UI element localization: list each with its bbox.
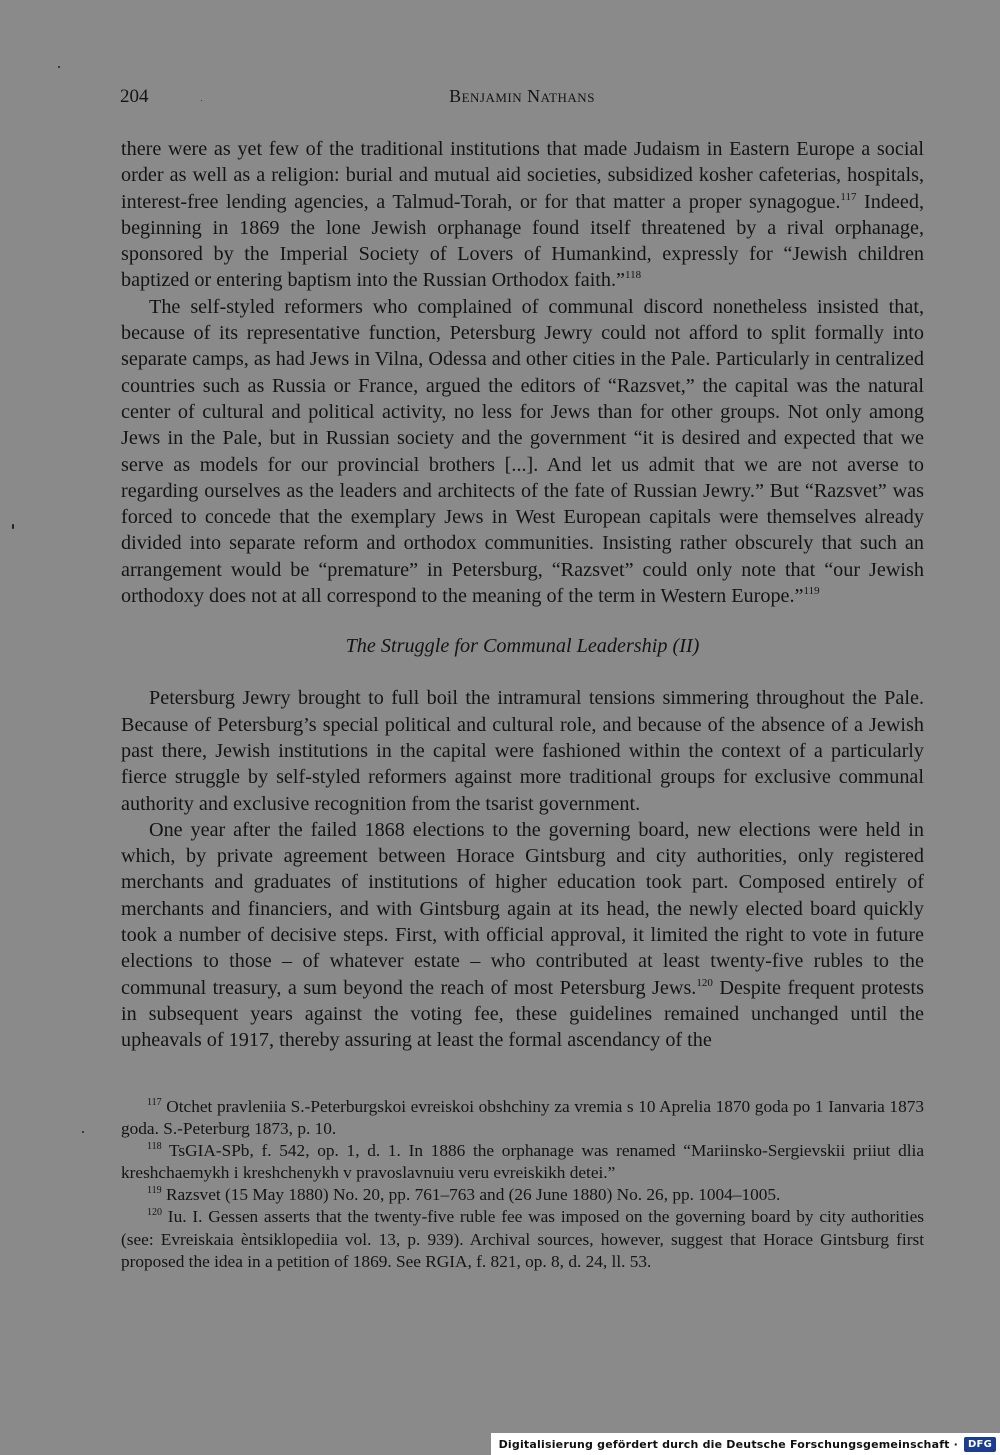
footnote-text: Iu. I. Gessen asserts that the twenty-five ruble fee was imposed on the governing board by city authorities (see: Evreiskaia èntsiklopediia vol. 13, p. 939). Archival sources, however, suggest that Horace Gintsburg first proposed the idea in a petition of 1869. See RGIA, f. 821, op. 8, d. 24, ll. 53. (121, 1207, 924, 1271)
footnote-text: TsGIA-SPb, f. 542, op. 1, d. 1. In 1886 the orphanage was renamed “Mariinsko-Sergievskii priiut dlia kreshchaemykh i kreshchenykh v pravoslavnuiu veru evreiskikh detei.” (121, 1141, 924, 1183)
footnote-reference: 117 (840, 190, 857, 203)
body-paragraph (121, 294, 924, 610)
footnote-number: 119 (147, 1185, 162, 1197)
scan-speck (58, 66, 60, 68)
footnote-number: 120 (147, 1207, 162, 1219)
dfg-logo: DFG (964, 1437, 996, 1452)
running-head: Benjamin Nathans (449, 86, 595, 106)
footnote-reference: 119 (803, 585, 820, 598)
page-header (120, 86, 924, 112)
section-heading (121, 633, 924, 659)
digitization-footer (491, 1433, 1000, 1455)
footnote (121, 1096, 924, 1140)
footnote-text: Otchet pravleniia S.-Peterburgskoi evreiskoi obshchiny za vremia s 10 Aprelia 1870 goda po 1 Ianvaria 1873 goda. S.-Peterburg 1873, p. 10. (121, 1097, 924, 1139)
scan-speck (12, 524, 14, 529)
footnote-reference: 118 (625, 269, 642, 282)
body-paragraph (121, 817, 924, 1054)
footnote (121, 1206, 924, 1272)
scan-speck (82, 1131, 84, 1133)
text-run: Petersburg Jewry brought to full boil the intramural tensions simmering throughout the Pale. Because of Petersburg’s special political and cultural role, and because of the absence of a Jewish past there, Jewish institutions in the capital were fashioned within the context of a particularly fierce struggle by self-styled reformers against more traditional groups for exclusive communal authority and exclusive recognition from the tsarist government. (121, 687, 924, 815)
body-paragraph (121, 136, 924, 294)
footnote-number: 117 (147, 1097, 162, 1108)
text-run: The self-styled reformers who complained of communal discord nonetheless insisted that, because of its representative function, Petersburg Jewry could not afford to split formally into separate camps, as had Jews in Vilna, Odessa and other cities in the Pale. Particularly in centralized countries such as Russia or France, argued the editors of “Razsvet,” the capital was the natural center of cultural and political activity, no less for Jews than for other groups. Not only among Jews in the Pale, but in Russian society and the government “it is desired and expected that we serve as models for our provincial brothers [...]. And let us admit that we are not averse to regarding ourselves as the leaders and architects of the fate of Russian Jewry.” But “Razsvet” was forced to concede that the exemplary Jews in West European capitals were themselves already divided into separate reform and orthodox communities. Insisting rather obscurely that such an arrangement would be “premature” in Petersburg, “Razsvet” could only note that “our Jewish orthodoxy does not at all correspond to the meaning of the term in Western Europe.” (121, 295, 924, 608)
footnote (121, 1140, 924, 1184)
footnote (121, 1184, 924, 1206)
footnote-reference: 120 (696, 976, 713, 989)
body-paragraph (121, 685, 924, 816)
footnotes (121, 1096, 924, 1273)
footnote-number: 118 (147, 1141, 162, 1153)
footnote-text: Razsvet (15 May 1880) No. 20, pp. 761–763 and (26 June 1880) No. 26, pp. 1004–1005. (161, 1185, 781, 1205)
digitization-notice: Digitalisierung gefördert durch die Deutsche Forschungsgemeinschaft · (498, 1437, 959, 1451)
text-run: there were as yet few of the traditional institutions that made Judaism in Eastern Europe a social order as well as a religion: burial and mutual aid societies, subsidized kosher cafeterias, hospitals, interest-free lending agencies, a Talmud-Torah, or for that matter a proper synagogue. (121, 138, 924, 213)
text-run: Despite frequent protests in subsequent years against the voting fee, these guidelines remained unchanged until the upheavals of 1917, thereby assuring at least the formal ascendancy of the (121, 976, 924, 1052)
page-number: 204 (120, 86, 149, 107)
body-text (121, 136, 924, 1054)
text-run: The Struggle for Communal Leadership (II) (345, 635, 700, 658)
text-run: One year after the failed 1868 elections to the governing board, new elections were held in which, by private agreement between Horace Gintsburg and city authorities, only registered merchants and graduates of institutions of higher education took part. Composed entirely of merchants and financiers, and with Gintsburg again at its head, the newly elected board quickly took a number of decisive steps. First, with official approval, it limited the right to vote in future elections to those – of whatever estate – who contributed at least twenty-five rubles to the communal treasury, a sum beyond the reach of most Petersburg Jews. (121, 818, 924, 999)
text-run: Indeed, beginning in 1869 the lone Jewish orphanage found itself threatened by a rival orphanage, sponsored by the Imperial Society of Lovers of Humankind, expressly for “Jewish children baptized or entering baptism into the Russian Orthodox faith.” (121, 190, 924, 292)
